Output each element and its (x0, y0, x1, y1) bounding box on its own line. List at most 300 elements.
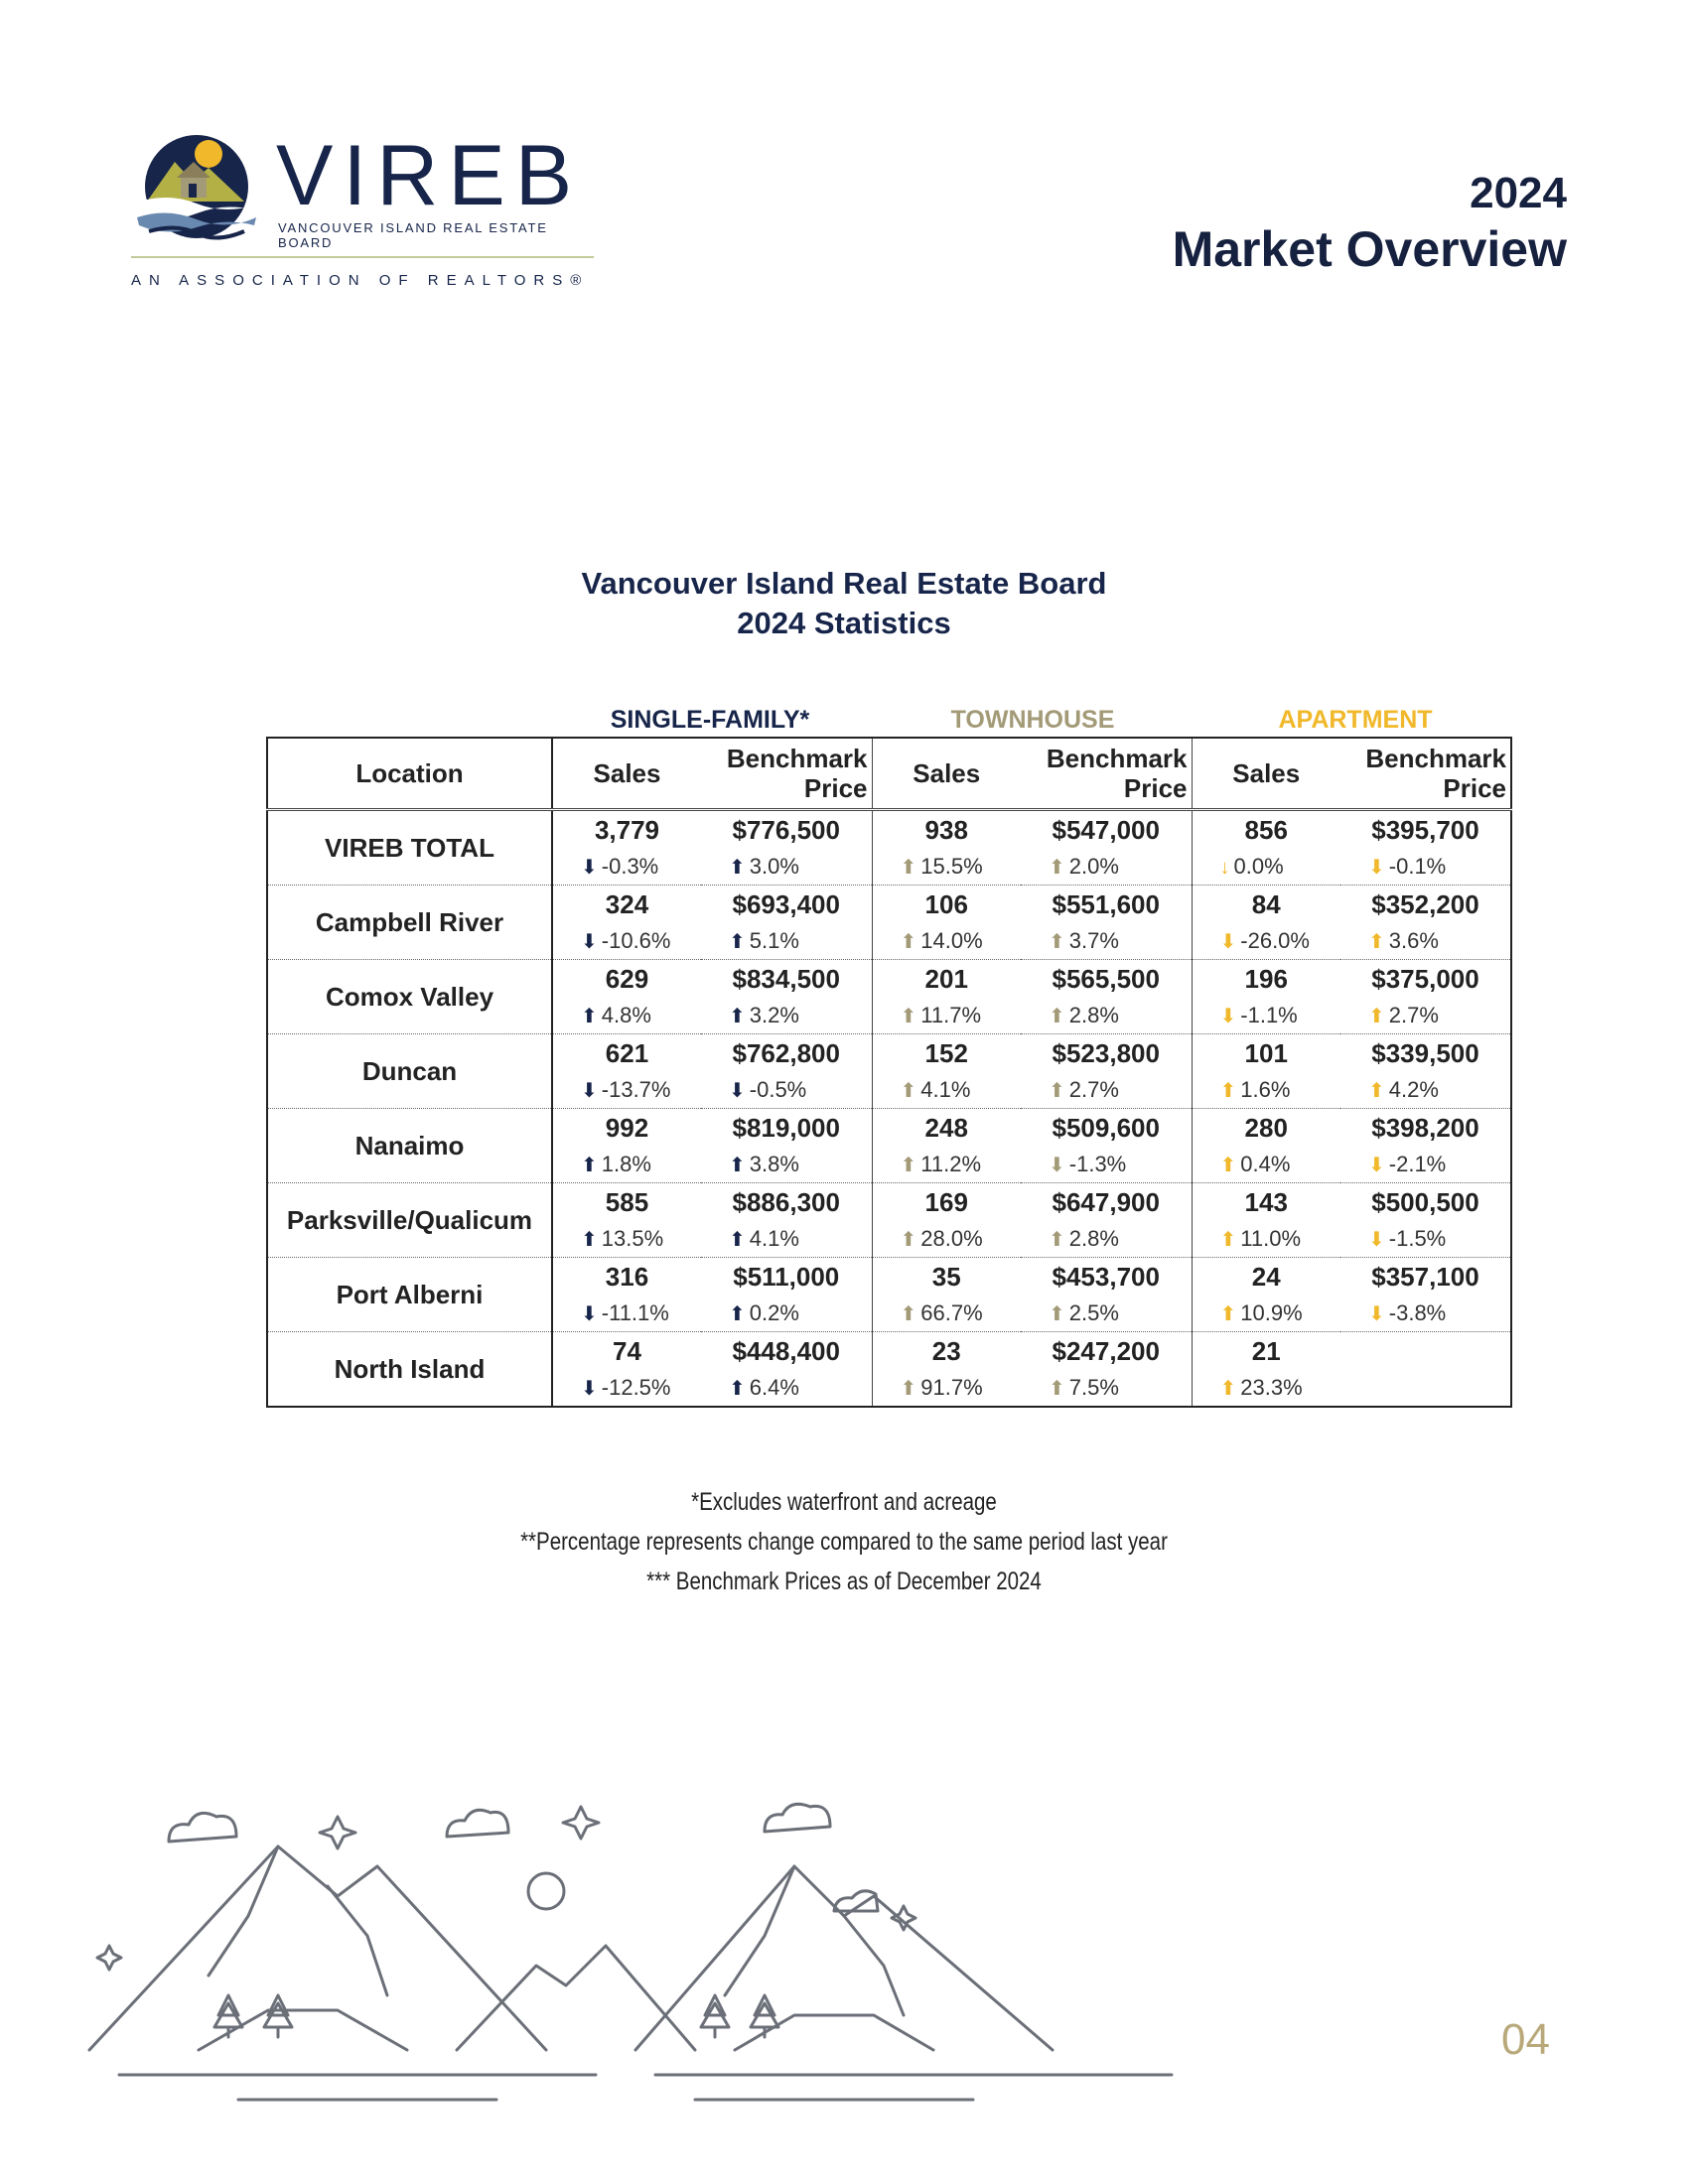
arrow-up-icon: ⬆ (729, 857, 746, 879)
ap-sales-cell (1192, 1258, 1340, 1332)
table-header-row (267, 738, 1511, 810)
heading-year: 2024 (1470, 169, 1567, 217)
th-price-value: $509,600 (1052, 1113, 1160, 1143)
location-name: Duncan (267, 1034, 552, 1109)
change-text: -3.8% (1388, 1300, 1447, 1325)
sf-sales-change (553, 1072, 701, 1108)
change-text: 3.6% (1388, 928, 1439, 953)
ap-price-value: $395,700 (1371, 815, 1479, 845)
sf-sales-change (553, 923, 701, 959)
header-sf-sales: Sales (593, 758, 661, 788)
arrow-down-icon: ⬇ (1049, 1155, 1065, 1176)
arrow-down-icon: ⬇ (729, 1080, 746, 1102)
arrow-down-icon: ⬇ (1368, 1229, 1385, 1251)
arrow-up-icon: ⬆ (900, 1229, 917, 1251)
arrow-down-icon: ⬇ (581, 1378, 598, 1400)
th-sales-cell (872, 886, 1021, 960)
change-text: -0.3% (601, 854, 659, 879)
sf-sales-value: 585 (605, 1187, 649, 1217)
sf-sales-value: 316 (605, 1262, 649, 1292)
arrow-up-icon: ⬆ (900, 931, 917, 953)
arrow-up-icon: ⬆ (581, 1155, 598, 1176)
sf-price-change (701, 1370, 872, 1406)
sf-price-cell (701, 1183, 872, 1258)
table-row (267, 810, 1511, 886)
change-text: 3.2% (749, 1003, 799, 1027)
footnote-2: **Percentage represents change compared to the same period last year (520, 1528, 1168, 1556)
sf-sales-value: 629 (605, 964, 649, 994)
change-text: 4.2% (1388, 1077, 1439, 1102)
th-price-change (1021, 1072, 1192, 1108)
sf-sales-value: 74 (613, 1336, 641, 1366)
th-sales-value: 248 (924, 1113, 968, 1143)
location-name: North Island (267, 1332, 552, 1408)
arrow-up-icon: ⬆ (1368, 931, 1385, 953)
th-price-value: $247,200 (1052, 1336, 1160, 1366)
logo-divider (131, 256, 594, 258)
ap-price-cell (1340, 810, 1511, 886)
sf-sales-change (553, 849, 701, 885)
sf-price-change (701, 923, 872, 959)
ap-sales-cell (1192, 1109, 1340, 1183)
arrow-up-icon: ⬆ (729, 1303, 746, 1325)
change-text: 10.9% (1240, 1300, 1303, 1325)
ap-price-value: $500,500 (1371, 1187, 1479, 1217)
th-price-cell (1021, 886, 1192, 960)
arrow-up-icon: ⬆ (1049, 1229, 1065, 1251)
th-price-change (1021, 998, 1192, 1033)
arrow-up-icon: ⬆ (1049, 1378, 1065, 1400)
header-sf-benchmark (701, 738, 872, 810)
star-icon (563, 1807, 599, 1839)
change-text: 2.8% (1068, 1003, 1119, 1027)
arrow-up-icon: ⬆ (1219, 1378, 1237, 1400)
change-text: -1.1% (1240, 1003, 1298, 1027)
ap-sales-cell (1192, 1332, 1340, 1408)
arrow-up-icon: ⬆ (581, 1006, 598, 1027)
ap-sales-value: 101 (1244, 1038, 1288, 1068)
ap-sales-value: 196 (1244, 964, 1288, 994)
table-row (267, 960, 1511, 1034)
stats-title (0, 564, 1688, 643)
arrow-up-icon: ⬆ (729, 1155, 746, 1176)
change-text: -13.7% (601, 1077, 671, 1102)
sf-price-cell (701, 886, 872, 960)
change-text: 2.8% (1068, 1226, 1119, 1251)
header-benchmark-line1: Benchmark (1365, 744, 1506, 773)
th-sales-value: 35 (931, 1262, 961, 1292)
ap-sales-cell (1192, 1183, 1340, 1258)
arrow-up-icon: ⬆ (729, 1229, 746, 1251)
ap-sales-change (1193, 1370, 1341, 1406)
sf-sales-cell (552, 810, 701, 886)
sf-sales-value: 324 (605, 889, 649, 919)
arrow-up-icon: ⬆ (1368, 1006, 1385, 1027)
change-text: 91.7% (920, 1375, 983, 1400)
location-name: Parksville/Qualicum (267, 1183, 552, 1258)
sf-sales-cell (552, 1332, 701, 1408)
th-sales-cell (872, 960, 1021, 1034)
change-text: 3.8% (749, 1152, 799, 1176)
table-row (267, 1183, 1511, 1258)
ap-price-change (1340, 1370, 1510, 1406)
tree-icon (701, 1995, 729, 2037)
sf-price-value: $762,800 (732, 1038, 840, 1068)
ap-price-cell (1340, 1109, 1511, 1183)
ap-price-value (1340, 1332, 1510, 1370)
change-text: 0.4% (1240, 1152, 1291, 1176)
change-text: 11.2% (920, 1152, 982, 1176)
arrow-down-icon: ⬇ (1219, 931, 1237, 953)
footnotes (152, 1482, 1536, 1601)
ap-sales-value: 280 (1244, 1113, 1288, 1143)
ap-sales-value: 21 (1251, 1336, 1281, 1366)
arrow-down-icon: ⬇ (1368, 857, 1385, 879)
header-location: Location (267, 738, 552, 810)
change-text: 4.8% (601, 1003, 651, 1027)
stats-title-line2: 2024 Statistics (737, 606, 951, 640)
sf-sales-change (553, 1370, 701, 1406)
category-townhouse: TOWNHOUSE (950, 706, 1115, 734)
ap-sales-change (1193, 923, 1341, 959)
arrow-up-icon: ⬆ (1368, 1080, 1385, 1102)
ap-sales-cell (1192, 886, 1340, 960)
arrow-up-icon: ⬆ (1049, 1080, 1065, 1102)
change-text: -1.5% (1388, 1226, 1447, 1251)
change-text: 28.0% (920, 1226, 983, 1251)
header-benchmark-line1: Benchmark (1046, 744, 1188, 773)
sf-sales-change (553, 1221, 701, 1257)
arrow-up-icon: ⬆ (900, 1303, 917, 1325)
th-sales-change (873, 1072, 1022, 1108)
th-sales-value: 938 (924, 815, 968, 845)
arrow-up-icon: ⬆ (900, 1155, 917, 1176)
sf-price-value: $819,000 (732, 1113, 840, 1143)
star-icon (892, 1906, 915, 1930)
change-text: 2.7% (1068, 1077, 1119, 1102)
sf-sales-cell (552, 1258, 701, 1332)
sf-price-value: $448,400 (732, 1336, 840, 1366)
th-sales-cell (872, 1332, 1021, 1408)
th-price-value: $547,000 (1052, 815, 1160, 845)
change-text: -2.1% (1388, 1152, 1447, 1176)
arrow-down-icon: ↓ (1219, 857, 1230, 879)
ap-sales-value: 84 (1251, 889, 1281, 919)
change-text: 11.7% (920, 1003, 982, 1027)
table-row (267, 1109, 1511, 1183)
header-benchmark-line2: Price (803, 773, 868, 803)
ap-sales-value: 856 (1244, 815, 1288, 845)
change-text: 1.8% (601, 1152, 651, 1176)
th-price-cell (1021, 1183, 1192, 1258)
ap-price-cell (1340, 1183, 1511, 1258)
sf-sales-change (553, 1296, 701, 1331)
th-sales-change (873, 1147, 1022, 1182)
footnote-3: *** Benchmark Prices as of December 2024 (646, 1568, 1042, 1595)
th-sales-value: 201 (924, 964, 968, 994)
table-row (267, 886, 1511, 960)
sf-sales-change (553, 998, 701, 1033)
change-text: 3.0% (749, 854, 799, 879)
statistics-table (266, 737, 1512, 1408)
sf-price-cell (701, 810, 872, 886)
ap-price-value: $352,200 (1371, 889, 1479, 919)
th-sales-change (873, 1296, 1022, 1331)
change-text: -0.5% (749, 1077, 807, 1102)
change-text: 3.7% (1068, 928, 1119, 953)
header-benchmark-line2: Price (1443, 773, 1506, 803)
change-text: 0.0% (1233, 854, 1284, 879)
change-text: 5.1% (749, 928, 799, 953)
th-sales-value: 106 (924, 889, 968, 919)
th-sales-cell (872, 1258, 1021, 1332)
stats-title-line1: Vancouver Island Real Estate Board (581, 566, 1107, 601)
header-ap-benchmark (1340, 738, 1511, 810)
logo-wordmark: VIREB (276, 128, 583, 223)
ap-sales-cell (1192, 810, 1340, 886)
sf-price-cell (701, 1109, 872, 1183)
th-price-value: $551,600 (1052, 889, 1160, 919)
th-price-change (1021, 1370, 1192, 1406)
change-text: -26.0% (1240, 928, 1310, 953)
th-price-change (1021, 1221, 1192, 1257)
arrow-down-icon: ⬇ (1368, 1155, 1385, 1176)
sf-price-change (701, 998, 872, 1033)
ap-sales-change (1193, 1147, 1341, 1182)
sf-price-change (701, 1296, 872, 1331)
change-text: 66.7% (920, 1300, 983, 1325)
change-text: 1.6% (1240, 1077, 1291, 1102)
sf-price-cell (701, 1034, 872, 1109)
ap-price-change (1340, 1147, 1510, 1182)
arrow-down-icon: ⬇ (581, 857, 598, 879)
change-text: -12.5% (601, 1375, 671, 1400)
th-price-cell (1021, 1258, 1192, 1332)
th-price-value: $523,800 (1052, 1038, 1160, 1068)
header-ap-sales: Sales (1232, 758, 1301, 788)
page-heading (1173, 169, 1567, 278)
table-row (267, 1258, 1511, 1332)
mountain-illustration (79, 1747, 1271, 2124)
arrow-up-icon: ⬆ (729, 931, 746, 953)
ap-sales-cell (1192, 1034, 1340, 1109)
ap-price-cell (1340, 960, 1511, 1034)
change-text: -0.1% (1388, 854, 1447, 879)
change-text: 14.0% (920, 928, 983, 953)
th-price-value: $453,700 (1052, 1262, 1160, 1292)
th-sales-cell (872, 1183, 1021, 1258)
star-icon (97, 1946, 121, 1970)
ap-price-cell (1340, 1258, 1511, 1332)
table-row (267, 1034, 1511, 1109)
th-price-cell (1021, 1034, 1192, 1109)
arrow-down-icon: ⬇ (581, 1303, 598, 1325)
change-text: -10.6% (601, 928, 671, 953)
change-text: 15.5% (920, 854, 983, 879)
ap-price-value: $357,100 (1371, 1262, 1479, 1292)
location-name: VIREB TOTAL (267, 810, 552, 886)
th-sales-value: 169 (924, 1187, 968, 1217)
header-benchmark-line1: Benchmark (726, 744, 868, 773)
sf-price-value: $511,000 (733, 1262, 840, 1292)
ap-price-change (1340, 849, 1510, 885)
th-price-change (1021, 1147, 1192, 1182)
arrow-down-icon: ⬇ (581, 1080, 598, 1102)
house-wave-logo-icon (127, 132, 266, 241)
ap-price-change (1340, 1221, 1510, 1257)
sf-sales-value: 3,779 (594, 815, 660, 845)
th-sales-change (873, 849, 1022, 885)
change-text: 2.7% (1388, 1003, 1439, 1027)
change-text: 4.1% (920, 1077, 971, 1102)
ap-price-cell (1340, 886, 1511, 960)
ap-sales-value: 24 (1251, 1262, 1281, 1292)
logo-association: AN ASSOCIATION OF REALTORS® (131, 272, 590, 289)
category-apartment: APARTMENT (1278, 706, 1433, 734)
arrow-down-icon: ⬇ (1219, 1006, 1237, 1027)
sun-icon (528, 1873, 564, 1909)
sf-price-change (701, 1147, 872, 1182)
arrow-up-icon: ⬆ (900, 1080, 917, 1102)
location-name: Campbell River (267, 886, 552, 960)
sf-sales-change (553, 1147, 701, 1182)
ap-sales-change (1193, 1296, 1341, 1331)
change-text: 2.5% (1068, 1300, 1119, 1325)
sf-price-value: $886,300 (732, 1187, 840, 1217)
sf-sales-cell (552, 886, 701, 960)
cloud-icon (765, 1804, 830, 1832)
change-text: 6.4% (749, 1375, 799, 1400)
sf-price-value: $776,500 (732, 815, 840, 845)
sf-sales-value: 992 (605, 1113, 649, 1143)
page-number: 04 (1501, 2015, 1550, 2064)
category-single-family: SINGLE-FAMILY* (610, 706, 810, 734)
tree-icon (214, 1995, 242, 2037)
star-icon (320, 1817, 355, 1848)
ap-price-value: $339,500 (1371, 1038, 1479, 1068)
sf-sales-cell (552, 960, 701, 1034)
heading-title: Market Overview (1172, 221, 1567, 277)
footnote-1: *Excludes waterfront and acreage (691, 1488, 997, 1516)
sf-price-value: $834,500 (732, 964, 840, 994)
tree-icon (264, 1995, 292, 2037)
header-benchmark-line2: Price (1123, 773, 1188, 803)
th-sales-value: 23 (931, 1336, 961, 1366)
change-text: 11.0% (1240, 1226, 1302, 1251)
change-text: 4.1% (749, 1226, 799, 1251)
arrow-up-icon: ⬆ (1219, 1080, 1237, 1102)
ap-price-change (1340, 1296, 1510, 1331)
sf-price-cell (701, 1332, 872, 1408)
th-sales-cell (872, 1109, 1021, 1183)
sf-price-change (701, 1221, 872, 1257)
ap-price-change (1340, 923, 1510, 959)
th-price-cell (1021, 1109, 1192, 1183)
vireb-logo (127, 127, 604, 301)
arrow-up-icon: ⬆ (1049, 857, 1065, 879)
sf-price-cell (701, 1258, 872, 1332)
th-sales-change (873, 923, 1022, 959)
sf-price-value: $693,400 (732, 889, 840, 919)
sf-price-change (701, 849, 872, 885)
arrow-up-icon: ⬆ (581, 1229, 598, 1251)
sf-sales-value: 621 (605, 1038, 649, 1068)
change-text: 7.5% (1068, 1375, 1119, 1400)
arrow-down-icon: ⬇ (581, 931, 598, 953)
cloud-icon (447, 1810, 508, 1837)
table-row (267, 1332, 1511, 1408)
tree-icon (751, 1995, 778, 2037)
location-name: Nanaimo (267, 1109, 552, 1183)
arrow-up-icon: ⬆ (729, 1378, 746, 1400)
arrow-up-icon: ⬆ (900, 1378, 917, 1400)
th-price-cell (1021, 810, 1192, 886)
ap-sales-change (1193, 1221, 1341, 1257)
sf-sales-cell (552, 1034, 701, 1109)
sf-price-change (701, 1072, 872, 1108)
th-price-value: $565,500 (1052, 964, 1160, 994)
th-sales-value: 152 (924, 1038, 968, 1068)
change-text: -1.3% (1068, 1152, 1127, 1176)
ap-price-change (1340, 1072, 1510, 1108)
th-price-change (1021, 923, 1192, 959)
ap-sales-value: 143 (1244, 1187, 1288, 1217)
th-sales-cell (872, 810, 1021, 886)
arrow-up-icon: ⬆ (729, 1006, 746, 1027)
sf-sales-cell (552, 1109, 701, 1183)
th-sales-cell (872, 1034, 1021, 1109)
arrow-up-icon: ⬆ (900, 1006, 917, 1027)
th-price-value: $647,900 (1052, 1187, 1160, 1217)
arrow-up-icon: ⬆ (1049, 1006, 1065, 1027)
arrow-up-icon: ⬆ (1049, 931, 1065, 953)
header-th-sales: Sales (913, 758, 981, 788)
change-text: 23.3% (1240, 1375, 1303, 1400)
cloud-icon (169, 1813, 236, 1842)
arrow-down-icon: ⬇ (1368, 1303, 1385, 1325)
arrow-up-icon: ⬆ (1219, 1303, 1237, 1325)
arrow-up-icon: ⬆ (900, 857, 917, 879)
ap-price-change (1340, 998, 1510, 1033)
th-sales-change (873, 1221, 1022, 1257)
ap-price-value: $375,000 (1371, 964, 1479, 994)
th-price-cell (1021, 1332, 1192, 1408)
ap-sales-change (1193, 1072, 1341, 1108)
arrow-up-icon: ⬆ (1219, 1229, 1237, 1251)
change-text: 0.2% (749, 1300, 799, 1325)
th-sales-change (873, 1370, 1022, 1406)
sf-price-cell (701, 960, 872, 1034)
th-price-cell (1021, 960, 1192, 1034)
th-sales-change (873, 998, 1022, 1033)
arrow-up-icon: ⬆ (1219, 1155, 1237, 1176)
ap-price-cell (1340, 1332, 1511, 1408)
change-text: -11.1% (601, 1300, 669, 1325)
th-price-change (1021, 1296, 1192, 1331)
location-name: Port Alberni (267, 1258, 552, 1332)
ap-sales-change (1193, 998, 1341, 1033)
ap-sales-change (1193, 849, 1341, 885)
change-text: 13.5% (601, 1226, 664, 1251)
th-price-change (1021, 849, 1192, 885)
logo-subtitle: VANCOUVER ISLAND REAL ESTATE BOARD (278, 220, 548, 250)
ap-price-value: $398,200 (1371, 1113, 1479, 1143)
header-th-benchmark (1021, 738, 1192, 810)
ap-price-cell (1340, 1034, 1511, 1109)
arrow-up-icon: ⬆ (1049, 1303, 1065, 1325)
location-name: Comox Valley (267, 960, 552, 1034)
sf-sales-cell (552, 1183, 701, 1258)
